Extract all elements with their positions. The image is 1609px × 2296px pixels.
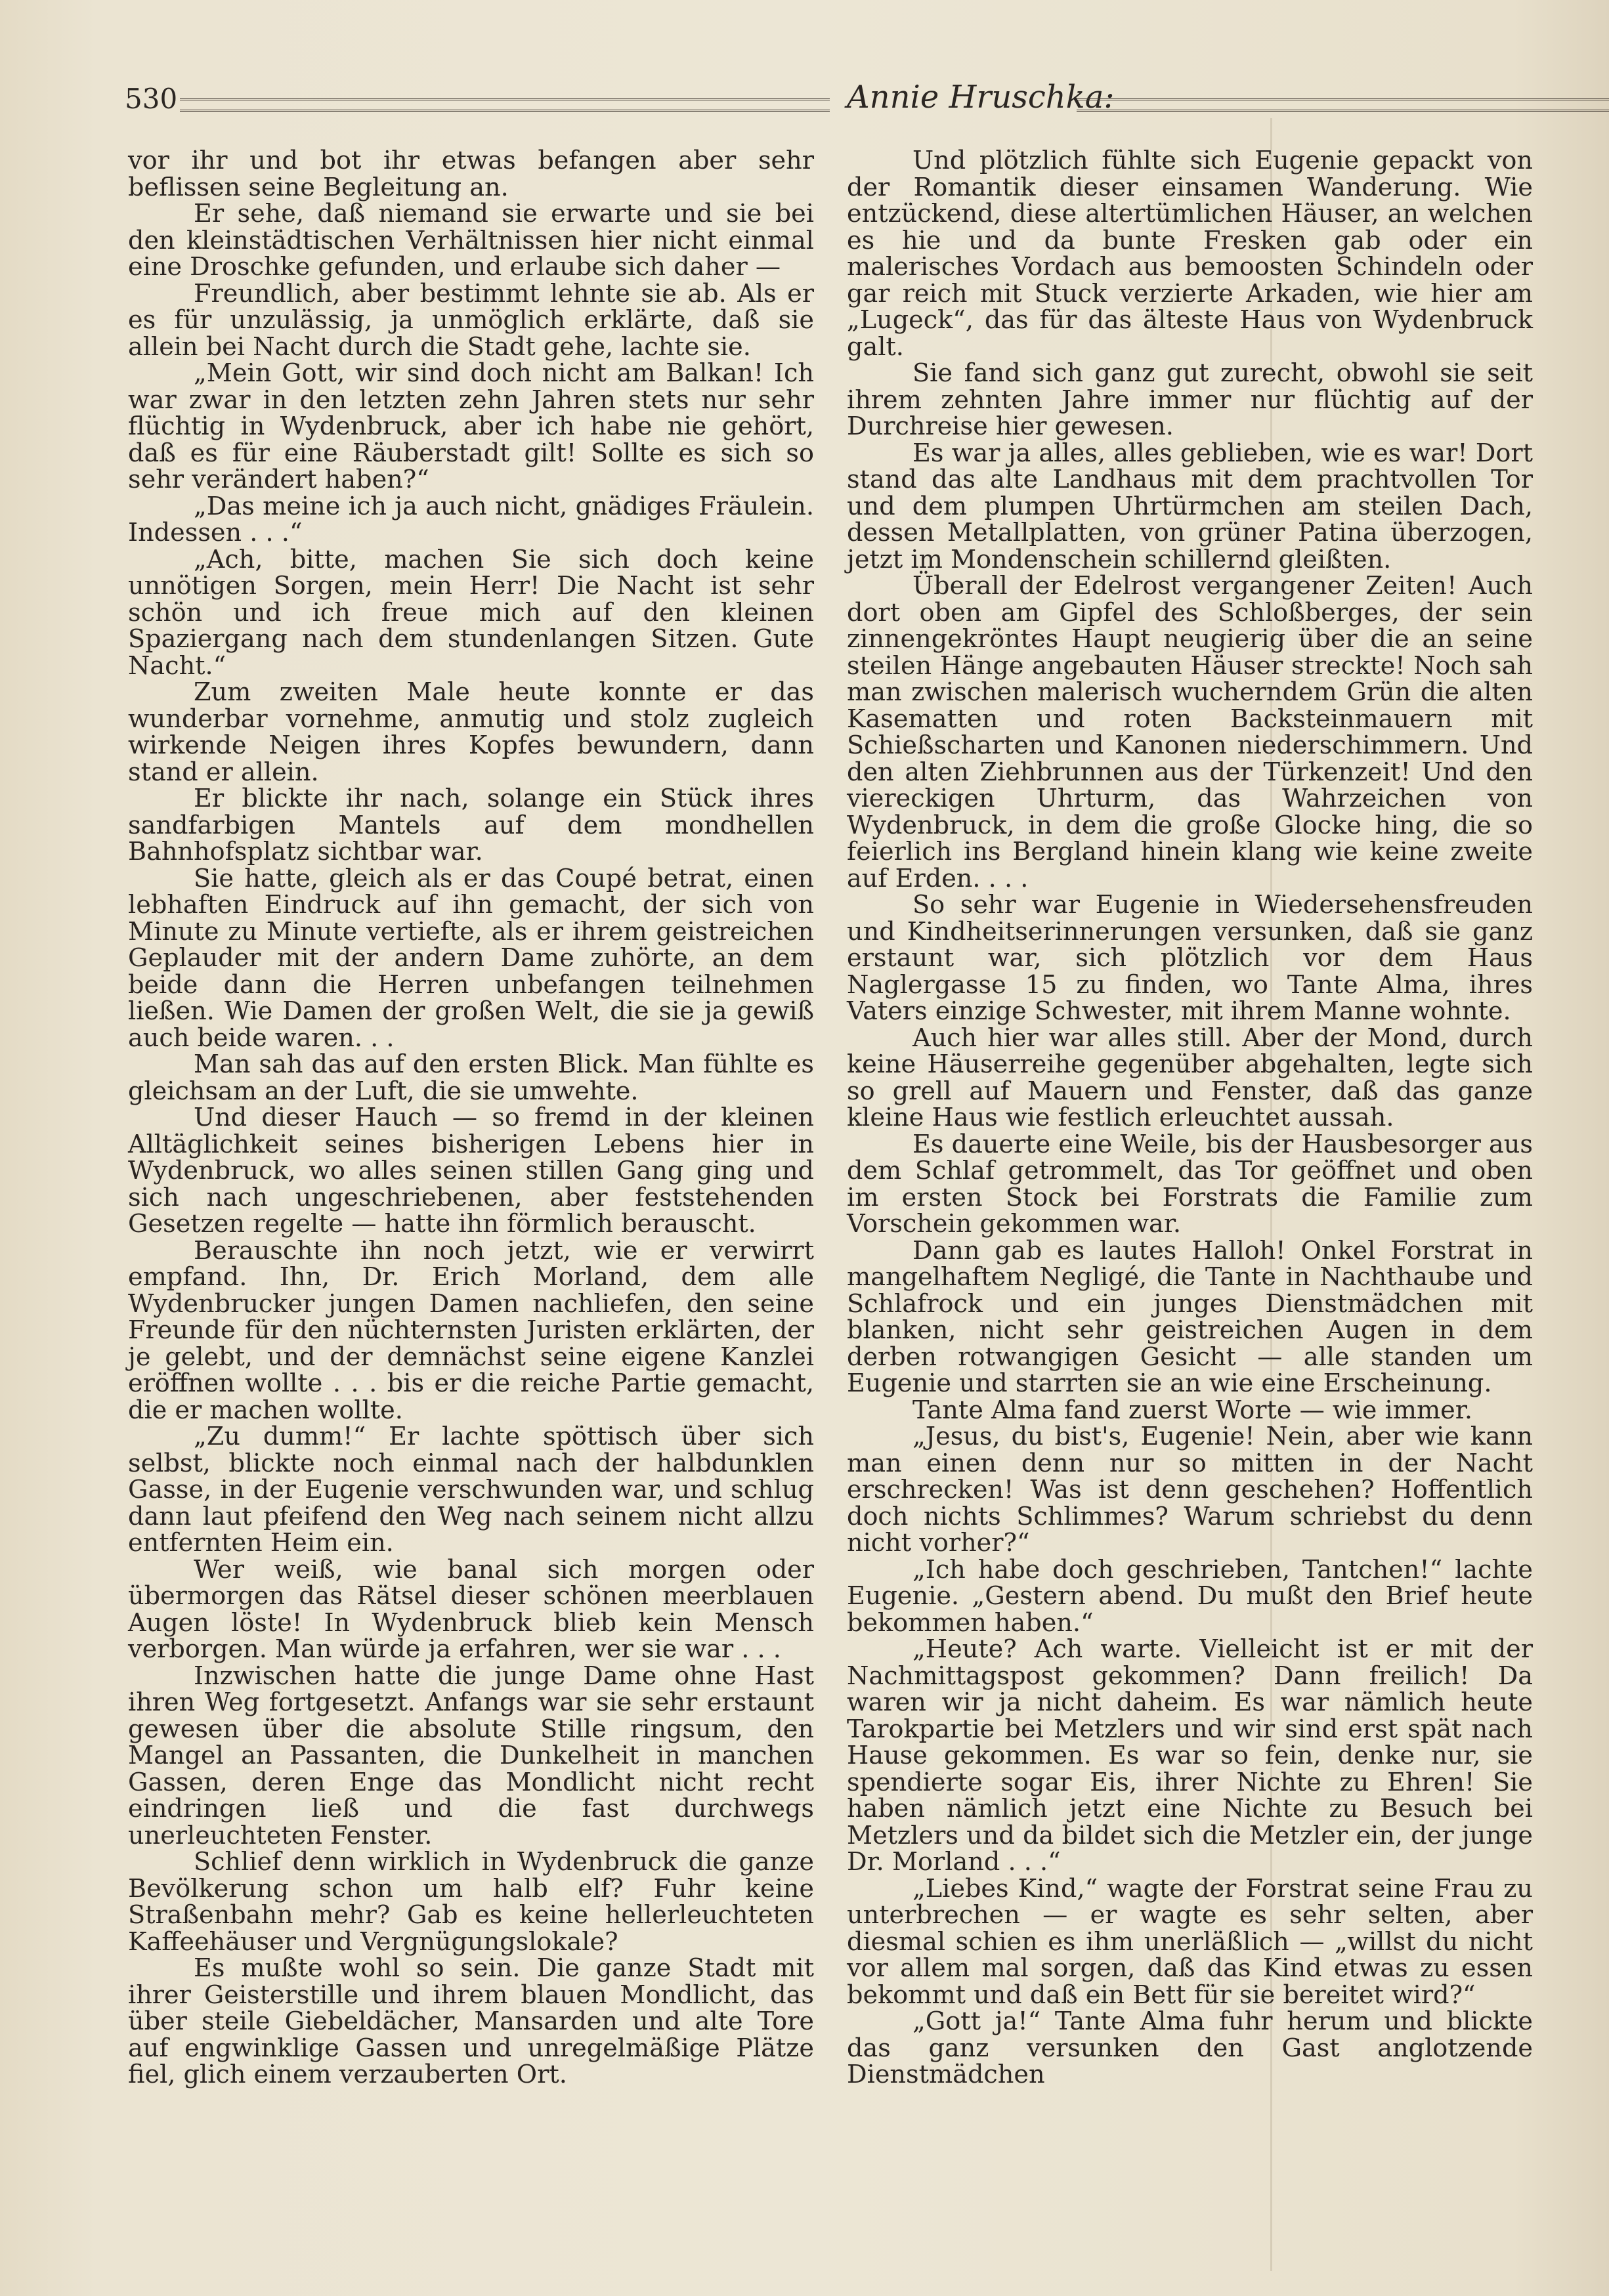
paragraph: Schlief denn wirklich in Wydenbruck die ganze Bevölkerung schon um halb elf? Fuhr keine Straßenbahn mehr? Gab es keine hellerleuchteten Kaffeehäuser und Vergnügungslokale? [128, 1848, 814, 1957]
paragraph: Freundlich, aber bestimmt lehnte sie ab. Als er es für unzulässig, ja unmöglich erklärte, daß sie allein bei Nacht durch die Stadt gehe, lachte sie. [128, 279, 814, 362]
paragraph: Es dauerte eine Weile, bis der Hausbesorger aus dem Schlaf getrommelt, das Tor geöffnet und oben im ersten Stock bei Forstrats die Familie zum Vorschein gekommen war. [847, 1130, 1533, 1239]
paragraph: Er sehe, daß niemand sie erwarte und sie bei den kleinstädtischen Verhältnissen hier nicht einmal eine Droschke gefunden, und erlaube sich daher — [128, 200, 814, 282]
left-column [128, 148, 814, 2255]
paragraph: Und dieser Hauch — so fremd in der kleinen Alltäglichkeit seines bisherigen Lebens hier in Wydenbruck, wo alles seinen stillen Gang ging und sich nach ungeschriebenen, aber feststehenden Gesetzen regelte — hatte ihn förmlich berauscht. [128, 1103, 814, 1239]
paragraph: „Liebes Kind,“ wagte der Forstrat seine Frau zu unterbrechen — er wagte es sehr selten, aber diesmal schien es ihm unerläßlich — „willst du nicht vor allem mal sorgen, daß das Kind etwas zu essen bekommt und daß ein Bett für sie bereitet wird?“ [847, 1874, 1533, 2010]
paragraph: „Heute? Ach warte. Vielleicht ist er mit der Nachmittagspost gekommen? Dann freilich! Da waren wir ja nicht daheim. Es war nämlich heute Tarokpartie bei Metzlers und wir sind erst spät nach Hause gekommen. Es war so fein, denke nur, sie spendierte sogar Eis, ihrer Nichte zu Ehren! Sie haben nämlich jetzt eine Nichte zu Besuch bei Metzlers und da bildet sich die Metzler ein, der junge Dr. Morland . . .“ [847, 1635, 1533, 1877]
paragraph: „Zu dumm!“ Er lachte spöttisch über sich selbst, blickte noch einmal nach der halbdunklen Gasse, in der Eugenie verschwunden war, und schlug dann laut pfeifend den Weg nach seinem nicht allzu entfernten Heim ein. [128, 1422, 814, 1558]
paragraph: „Ich habe doch geschrieben, Tantchen!“ lachte Eugenie. „Gestern abend. Du mußt den Brief heute bekommen haben.“ [847, 1555, 1533, 1638]
paragraph: vor ihr und bot ihr etwas befangen aber sehr beflissen seine Begleitung an. [128, 146, 814, 202]
ornament-rule-left [180, 98, 830, 112]
paragraph: Überall der Edelrost vergangener Zeiten! Auch dort oben am Gipfel des Schloßberges, der sein zinnengekröntes Haupt neugierig über die an seine steilen Hänge angebauten Häuser streckte! Noch sah man zwischen malerisch wucherndem Grün die alten Kasematten und roten Backsteinmauern mit Schießscharten und Kanonen niederschimmern. Und den alten Ziehbrunnen aus der Türkenzeit! Und den viereckigen Uhrturm, das Wahrzeichen von Wydenbruck, in dem die große Glocke hing, die so feierlich ins Bergland hinein klang wie keine zweite auf Erden. . . . [847, 572, 1533, 893]
page-header [125, 77, 1536, 123]
paragraph: Sie hatte, gleich als er das Coupé betrat, einen lebhaften Eindruck auf ihn gemacht, der sich von Minute zu Minute vertiefte, als er ihrem geistreichen Geplauder mit der andern Dame zuhörte, an dem beide dann die Herren unbefangen teilnehmen ließen. Wie Damen der großen Welt, die sie ja gewiß auch beide waren. . . [128, 864, 814, 1053]
paragraph: Es war ja alles, alles geblieben, wie es war! Dort stand das alte Landhaus mit dem prachtvollen Tor und dem plumpen Uhrtürmchen am steilen Dach, dessen Metallplatten, von grüner Patina überzogen, jetzt im Mondenschein schillernd gleißten. [847, 438, 1533, 574]
paragraph: Und plötzlich fühlte sich Eugenie gepackt von der Romantik dieser einsamen Wanderung. Wie entzückend, diese altertümlichen Häuser, an welchen es hie und da bunte Fresken gab oder ein malerisches Vordach aus bemoosten Schindeln oder gar reich mit Stuck verzierte Arkaden, wie hier am „Lugeck“, das für das älteste Haus von Wydenbruck galt. [847, 146, 1533, 362]
paragraph: Er blickte ihr nach, solange ein Stück ihres sandfarbigen Mantels auf dem mondhellen Bahnhofsplatz sichtbar war. [128, 784, 814, 866]
paragraph: „Jesus, du bist's, Eugenie! Nein, aber wie kann man einen denn nur so mitten in der Nacht erschrecken! Was ist denn geschehen? Hoffentlich doch nichts Schlimmes? Warum schriebst du denn nicht vorher?“ [847, 1422, 1533, 1558]
page-number: 530 [125, 83, 178, 115]
paragraph: „Das meine ich ja auch nicht, gnädiges Fräulein. Indessen . . .“ [128, 492, 814, 547]
paragraph: Tante Alma fand zuerst Worte — wie immer. [912, 1395, 1472, 1425]
paragraph: Wer weiß, wie banal sich morgen oder übermorgen das Rätsel dieser schönen meerblauen Augen löste! In Wydenbruck blieb kein Mensch verborgen. Man würde ja erfahren, wer sie war . . . [128, 1555, 814, 1664]
paragraph: Dann gab es lautes Halloh! Onkel Forstrat in mangelhaftem Negligé, die Tante in Nachthaube und Schlafrock und ein junges Dienstmädchen mit blanken, nicht sehr geistreichen Augen in dem derben rotwangigen Gesicht — alle standen um Eugenie und starrten sie an wie eine Erscheinung. [847, 1236, 1533, 1398]
paragraph: Man sah das auf den ersten Blick. Man fühlte es gleichsam an der Luft, die sie umwehte. [128, 1050, 814, 1106]
paragraph: Berauschte ihn noch jetzt, wie er verwirrt empfand. Ihn, Dr. Erich Morland, dem alle Wydenbrucker jungen Damen nachliefen, den seine Freunde für den nüchternsten Juristen erklärten, der je gelebt, und der demnächst seine eigene Kanzlei eröffnen wollte . . . bis er die reiche Partie gemacht, die er machen wollte. [128, 1236, 814, 1425]
running-head: Annie Hruschka: [847, 79, 1115, 116]
paragraph: Zum zweiten Male heute konnte er das wunderbar vornehme, anmutig und stolz zugleich wirkende Neigen ihres Kopfes bewundern, dann stand er allein. [128, 678, 814, 787]
paragraph: Sie fand sich ganz gut zurecht, obwohl sie seit ihrem zehnten Jahre immer nur flüchtig auf der Durchreise hier gewesen. [847, 359, 1533, 441]
paragraph: So sehr war Eugenie in Wiedersehensfreuden und Kindheitserinnerungen versunken, daß sie ganz erstaunt war, sich plötzlich vor dem Haus Naglergasse 15 zu finden, wo Tante Alma, ihres Vaters einzige Schwester, mit ihrem Manne wohnte. [847, 891, 1533, 1026]
paragraph: „Gott ja!“ Tante Alma fuhr herum und blickte das ganz versunken den Gast anglotzende Dienstmädchen [847, 2007, 1533, 2089]
paragraph: Es mußte wohl so sein. Die ganze Stadt mit ihrer Geisterstille und ihrem blauen Mondlicht, das über steile Giebeldächer, Mansarden und alte Tore auf engwinklige Gassen und unregelmäßige Plätze fiel, glich einem verzauberten Ort. [128, 1954, 814, 2089]
paragraph: „Ach, bitte, machen Sie sich doch keine unnötigen Sorgen, mein Herr! Die Nacht ist sehr schön und ich freue mich auf den kleinen Spaziergang nach dem stundenlangen Sitzen. Gute Nacht.“ [128, 545, 814, 681]
paragraph: Auch hier war alles still. Aber der Mond, durch keine Häuserreihe gegenüber abgehalten, legte sich so grell auf Mauern und Fenster, daß das ganze kleine Haus wie festlich erleuchtet aussah. [847, 1023, 1533, 1132]
paragraph: Inzwischen hatte die junge Dame ohne Hast ihren Weg fortgesetzt. Anfangs war sie sehr erstaunt gewesen über die absolute Stille ringsum, den Mangel an Passanten, die Dunkelheit in manchen Gassen, deren Enge das Mondlicht nicht recht eindringen ließ und die fast durchwegs unerleuchteten Fenster. [128, 1661, 814, 1850]
right-column [847, 148, 1533, 2255]
ornament-rule-right [1077, 98, 1609, 112]
paragraph: „Mein Gott, wir sind doch nicht am Balkan! Ich war zwar in den letzten zehn Jahren stets nur sehr flüchtig in Wydenbruck, aber ich habe nie gehört, daß es für eine Räuberstadt gilt! Sollte es sich so sehr verändert haben?“ [128, 359, 814, 494]
